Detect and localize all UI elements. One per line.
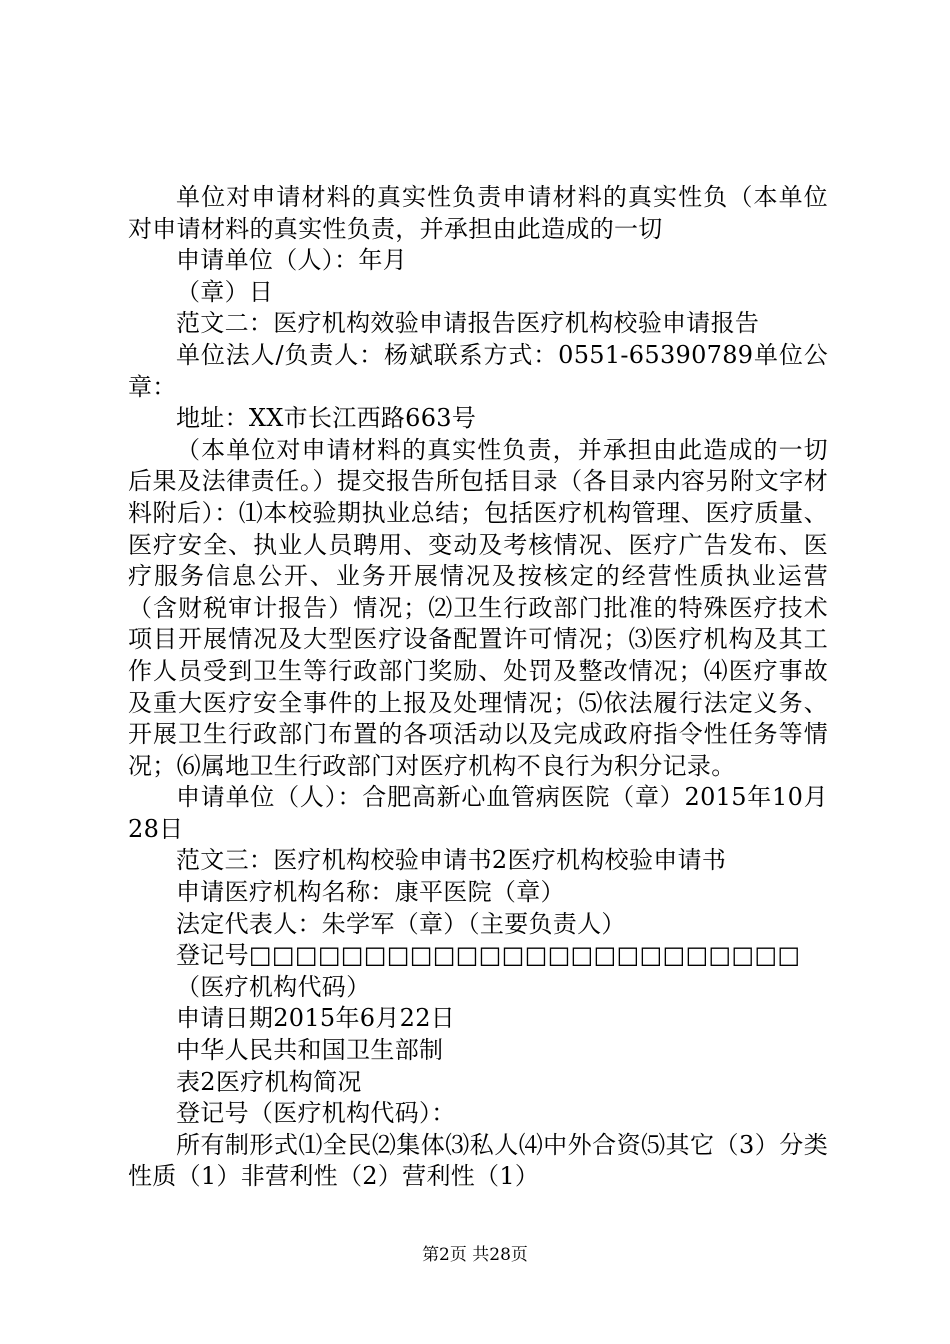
paragraph-3: （章）日 <box>176 277 274 306</box>
paragraph-6: 地址：XX市长江西路663号 <box>176 404 477 433</box>
paragraph-2: 申请单位（人）：年月 <box>176 246 407 275</box>
paragraph-4: 范文二：医疗机构效验申请报告医疗机构校验申请报告 <box>176 309 760 338</box>
paragraph-5: 单位法人/负责人：杨斌联系方式：0551-65390789单位公章： <box>128 340 828 401</box>
paragraph-14: 申请日期2015年6月22日 <box>176 1004 456 1033</box>
paragraph-10: 申请医疗机构名称：康平医院（章） <box>176 878 565 907</box>
paragraph-8: 申请单位（人）：合肥高新心血管病医院（章）2015年10月28日 <box>128 783 828 843</box>
paragraph-18: 所有制形式⑴全民⑵集体⑶私人⑷中外合资⑸其它（3）分类性质（1）非营利性（2）营利性（1） <box>128 1130 828 1191</box>
paragraph-12: 登记号□□□□□□□□□□□□□□□□□□□□□□□□ <box>176 941 801 970</box>
paragraph-9: 范文三：医疗机构校验申请书2医疗机构校验申请书 <box>176 846 727 875</box>
document-body <box>128 182 828 1193</box>
page-number-footer: 第2页 共28页 <box>422 1245 528 1265</box>
paragraph-13: （医疗机构代码） <box>176 972 371 1001</box>
paragraph-17: 登记号（医疗机构代码）： <box>176 1099 456 1128</box>
paragraph-7: （本单位对申请材料的真实性负责，并承担由此造成的一切后果及法律责任。）提交报告所包括目录（各目录内容另附文字材料附后）：⑴本校验期执业总结；包括医疗机构管理、医疗质量、医疗安全、执业人员聘用、变动及考核情况、医疗广告发布、医疗服务信息公开、业务开展情况及按核定的经营性质执业运营（含财税审计报告）情况；⑵卫生行政部门批准的特殊医疗技术项目开展情况及大型医疗设备配置许可情况；⑶医疗机构及其工作人员受到卫生等行政部门奖励、处罚及整改情况；⑷医疗事故及重大医疗安全事件的上报及处理情况；⑸依法履行法定义务、开展卫生行政部门布置的各项活动以及完成政府指令性任务等情况；⑹属地卫生行政部门对医疗机构不良行为积分记录。 <box>128 435 828 780</box>
paragraph-11: 法定代表人：朱学军（章）（主要负责人） <box>176 909 626 938</box>
paragraph-1: 单位对申请材料的真实性负责申请材料的真实性负（本单位对申请材料的真实性负责，并承担由此造成的一切 <box>128 183 828 243</box>
paragraph-16: 表2医疗机构简况 <box>176 1067 362 1096</box>
paragraph-15: 中华人民共和国卫生部制 <box>176 1036 444 1065</box>
